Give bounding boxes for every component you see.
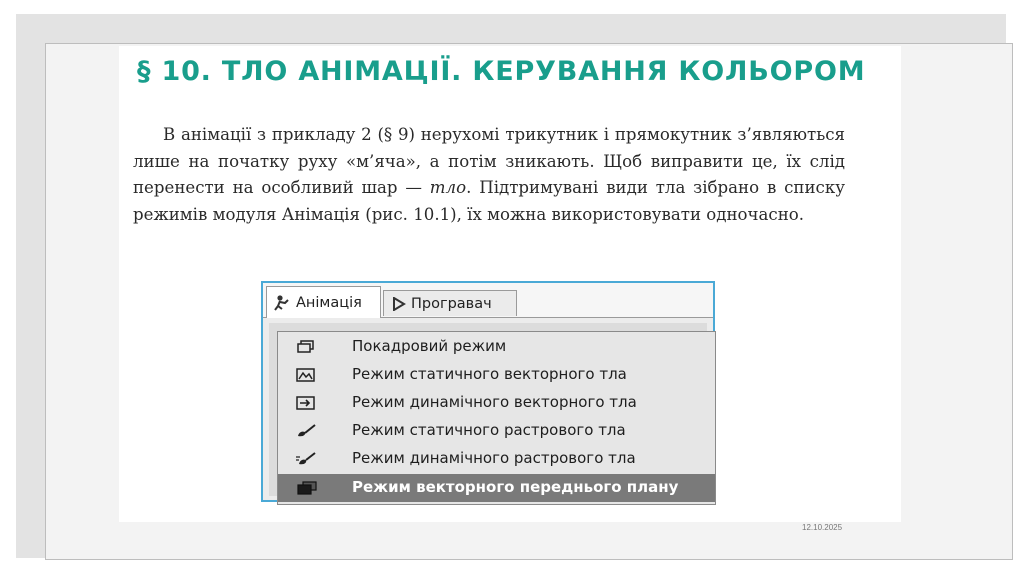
play-icon [392, 297, 406, 311]
paragraph-part-2: . Підтримувані види тла зібрано в списку режимів модуля Анімація (рис. 10.1), їх можна використовувати одночасно. [133, 178, 845, 224]
tab-player-label: Програвач [411, 295, 492, 312]
static-vector-icon [296, 368, 318, 382]
tab-animation-label: Анімація [296, 294, 362, 311]
tab-strip [263, 283, 713, 318]
animation-module-window [261, 281, 715, 502]
menu-item-static-raster[interactable] [278, 417, 715, 445]
foreground-layers-icon [296, 481, 318, 495]
menu-item-vector-foreground[interactable] [278, 474, 715, 502]
textbook-page [119, 46, 901, 522]
frames-icon [296, 340, 318, 354]
animation-icon [273, 294, 291, 312]
brush-animated-icon [296, 452, 318, 466]
menu-item-dynamic-vector[interactable] [278, 389, 715, 417]
background-mode-list [277, 331, 716, 505]
menu-item-frame-mode[interactable] [278, 333, 715, 361]
paragraph-part-1: В анімації з прикладу 2 (§ 9) нерухомі трикутник і прямокутник з’являються лише на початку руху «м’яча», а потім зникають. Щоб виправити це, їх слід перенести на особливий шар — [133, 125, 845, 197]
menu-item-label: Режим динамічного векторного тла [352, 393, 637, 411]
dynamic-vector-icon [296, 396, 318, 410]
paragraph-term: тло [429, 178, 467, 197]
menu-item-label: Режим статичного растрового тла [352, 421, 626, 439]
menu-item-dynamic-raster[interactable] [278, 445, 715, 473]
menu-item-label: Покадровий режим [352, 337, 507, 355]
menu-item-label: Режим векторного переднього плану [352, 478, 679, 496]
tab-player[interactable] [383, 290, 517, 316]
slide-date: 12.10.2025 [802, 523, 843, 532]
tab-animation[interactable] [266, 286, 381, 318]
menu-item-label: Режим статичного векторного тла [352, 365, 627, 383]
brush-icon [296, 424, 318, 438]
menu-item-label: Режим динамічного растрового тла [352, 449, 636, 467]
body-paragraph [133, 122, 845, 228]
menu-item-static-vector[interactable] [278, 361, 715, 389]
section-heading: § 10. ТЛО АНІМАЦІЇ. КЕРУВАННЯ КОЛЬОРОМ [137, 56, 866, 87]
